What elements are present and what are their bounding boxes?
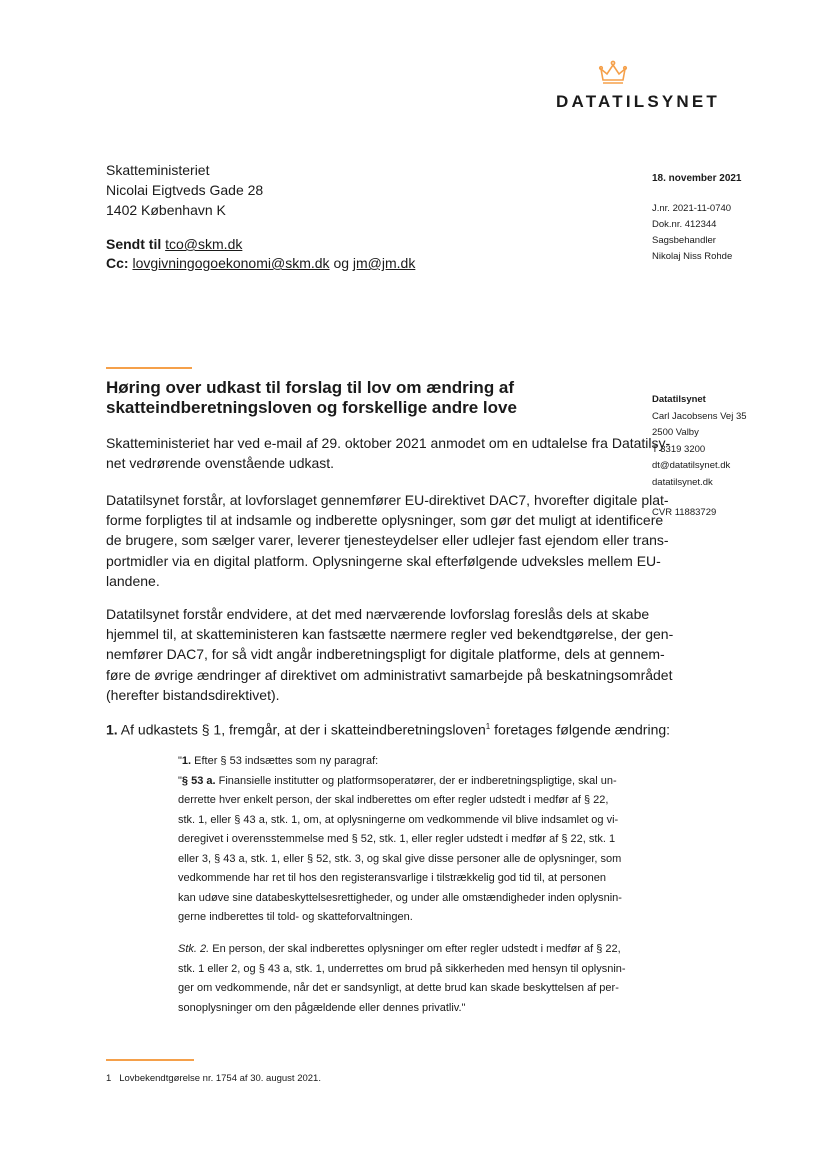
page-title: Høring over udkast til forslag til lov om ændring af skatteindberetningsloven og forskellige andre love [106,378,517,417]
quote-line: eller 3, § 43 a, stk. 1, eller § 52, stk. 3, og skal give disse personer alle de oplysninger, som [178,852,622,865]
meta-line: J.nr. 2021-11-0740 [652,203,732,214]
recipients-block [106,235,415,273]
paragraph-line: landene. [106,572,160,589]
cc-label: Cc: [106,255,129,271]
footnote-ref[interactable]: 1 [485,722,491,731]
footnote-number: 1 [106,1073,112,1084]
footnote [106,1073,321,1084]
sender-name: Datatilsynet [652,394,706,405]
paragraph-line: Datatilsynet forstår, at lovforslaget gennemfører EU-direktivet DAC7, hvorefter digitale plat- [106,492,669,508]
meta-line: Nikolaj Niss Rohde [652,251,733,262]
paragraph-line: (herefter bistandsdirektivet). [106,686,280,703]
sender-line: 2500 Valby [652,427,699,438]
stk-label: Stk. 2. [178,943,210,955]
sent-to-label: Sendt til [106,236,162,252]
paragraph [106,717,671,740]
quote-line: sonoplysninger om den pågældende eller dennes privatliv." [178,1001,466,1014]
block-quote [178,752,633,928]
paragraph-line: hjemmel til, at skatteministeren kan fastsætte nærmere regler ved bekendtgørelse, der gen- [106,626,674,643]
block-quote-stk2 [178,940,633,1018]
meta-line: Dok.nr. 412344 [652,219,717,230]
crown-icon [598,60,628,88]
paragraph [106,604,674,705]
logo-wordmark: DATATILSYNET [556,92,720,111]
title-divider [106,367,192,369]
quote-text: Efter § 53 indsættes som ny paragraf: [191,755,379,767]
sender-cvr: CVR 11883729 [652,507,717,518]
quote-mark: " [178,774,182,787]
paragraph-line: Datatilsynet forstår endvidere, at det med nærværende lovforslag foreslås dels at skabe [106,606,650,622]
recipient-address [106,160,263,220]
paragraph [106,433,671,473]
paragraph-line: føre de øvrige ændringer af direktivet om administrativt samarbejde på beskatningsområdet [106,666,673,683]
cc-email-link[interactable]: jm@jm.dk [352,255,416,271]
case-meta [652,201,732,265]
paragraph-line: net vedrørende ovenstående udkast. [106,455,335,472]
paragraph-number: 1. [106,721,118,738]
letter-date: 18. november 2021 [652,173,742,184]
address-line: Skatteministeriet [106,162,210,178]
quote-line: stk. 1 eller 2, og § 43 a, stk. 1, underrettes om brud på sikkerheden med hensyn til oplysnin- [178,962,626,975]
footnote-divider [106,1059,194,1061]
paragraph-text: Af udkastets § 1, fremgår, at der i skatteindberetningsloven [117,721,486,738]
footnote-text: Lovbekendtgørelse nr. 1754 af 30. august 2021. [119,1073,321,1084]
address-line: 1402 København K [106,202,226,218]
quote-line: kan udøve sine databeskyttelsesrettigheder, og under alle omstændigheder inden oplysnin- [178,891,622,904]
section-label: § 53 a. [181,774,216,787]
paragraph [106,490,669,591]
quote-text: Finansielle institutter og platformsoperatører, der er indberetningspligtige, skal un- [215,774,617,787]
paragraph-line: de brugere, som sælger varer, leverer tjenesteydelser eller udlejer fast ejendom eller trans- [106,532,669,549]
paragraph-line: portmidler via en digital platform. Oplysningerne skal efterfølgende udveksles mellem EU- [106,552,661,569]
cc-joiner: og [333,255,350,271]
quote-text: En person, der skal indberettes oplysninger om efter regler udstedt i medfør af § 22, [209,943,621,955]
quote-line: gerne indberettes til told- og skatteforvaltningen. [178,911,413,923]
sent-to-email-link[interactable]: tco@skm.dk [165,236,243,252]
quote-line: deregivet i overensstemmelse med § 52, stk. 1, eller regler udstedt i medfør af § 22, stk. 1 [178,833,616,845]
address-line: Nicolai Eigtveds Gade 28 [106,182,264,198]
quote-line: vedkommende har ret til hos den registeransvarlige i tilstrækkelig god tid til, at personen [178,872,606,884]
sender-line: T 3319 3200 [652,443,706,455]
paragraph-line: Skatteministeriet har ved e-mail af 29. oktober 2021 anmodet om en udtalelse fra Datatilsy- [106,435,671,451]
sent-to-line [106,235,415,254]
quote-number: 1. [181,755,192,767]
paragraph-text: foretages følgende ændring: [490,721,671,738]
quote-intro [178,752,633,772]
paragraph-line: nemfører DAC7, for så vidt angår indberetningspligt for digitale platforme, dels at gennem- [106,646,665,663]
quote-line [178,772,633,792]
sender-line: datatilsynet.dk [652,476,713,488]
sender-line: dt@datatilsynet.dk [652,460,731,471]
meta-line: Sagsbehandler [652,235,716,246]
cc-line [106,254,415,273]
quote-line: derrette hver enkelt person, der skal indberettes om efter regler udstedt i medfør af § 22, [178,794,609,806]
quote-line: ger om vedkommende, når det er sandsynligt, at dette brud kan skade beskyttelsen af per- [178,982,619,994]
sender-line: Carl Jacobsens Vej 35 [652,410,747,422]
quote-line [178,940,633,960]
quote-mark: " [178,755,182,767]
paragraph-line: forme forpligtes til at indsamle og indberette oplysninger, som gør det muligt at identificere [106,512,664,529]
cc-email-link[interactable]: lovgivningogoekonomi@skm.dk [132,255,330,271]
quote-line: stk. 1, eller § 43 a, stk. 1, om, at oplysningerne om vedkommende vil blive indsamlet og vi- [178,813,619,826]
